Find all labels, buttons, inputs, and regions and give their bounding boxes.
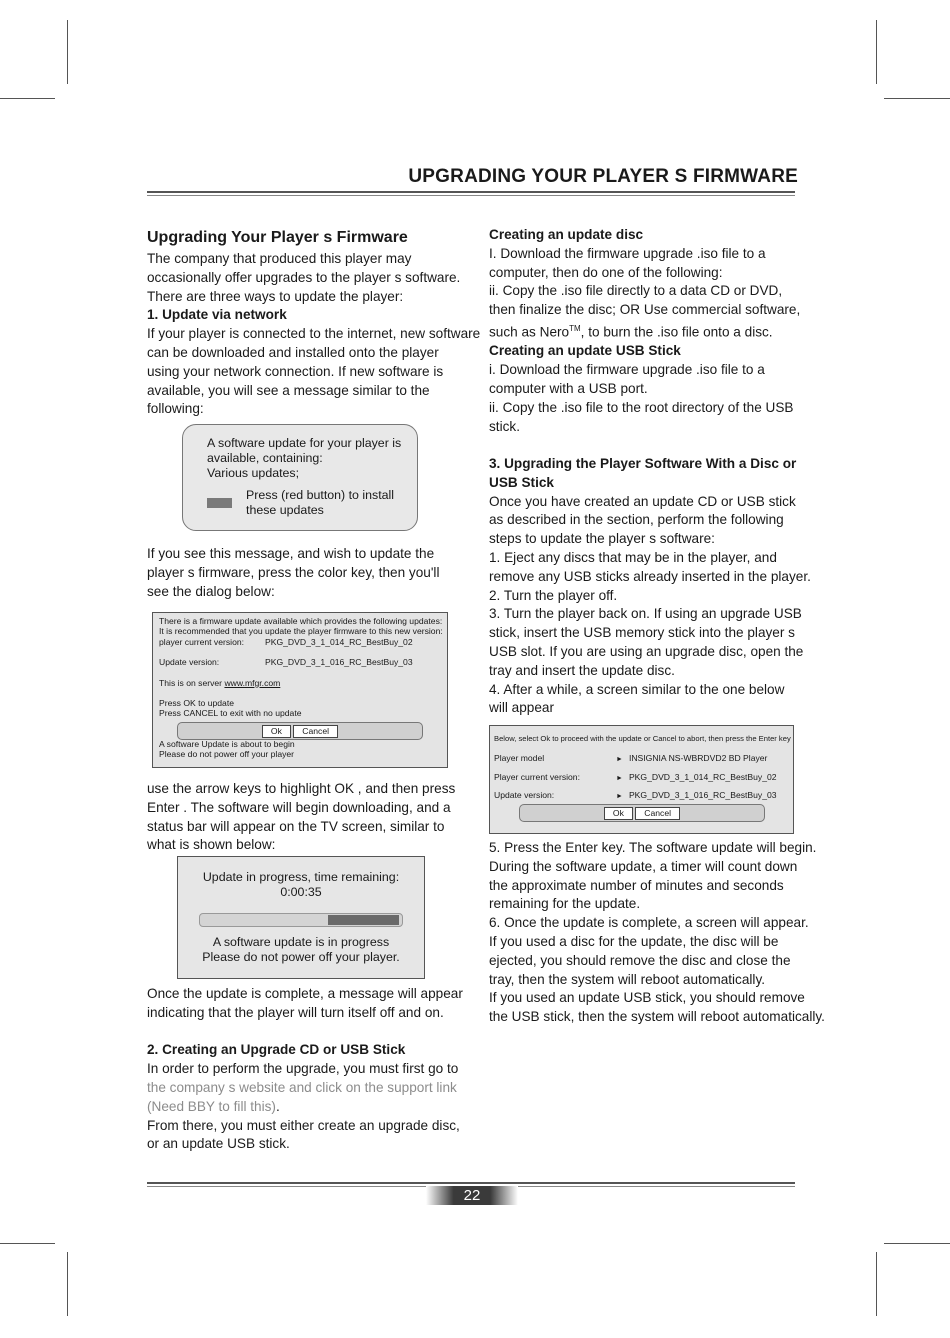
paragraph-line: USB slot. If you are using an upgrade disc, open the — [489, 644, 804, 660]
arrow-right-icon: ► — [616, 774, 623, 782]
paragraph-line: If your player is connected to the internet, new software — [147, 326, 481, 342]
paragraph-line: If you see this message, and wish to update the — [147, 546, 435, 561]
crop-mark — [884, 1243, 950, 1244]
right-column — [489, 839, 834, 1027]
dialog-text: Press OK to update — [159, 698, 234, 709]
dialog-text: There is a firmware update available which provides the following updates: — [159, 616, 443, 626]
popup-line: A software update for your player is — [207, 436, 402, 450]
dialog-label: Player current version: — [494, 771, 580, 782]
left-column — [147, 780, 487, 855]
dialog-label: Player model — [494, 753, 545, 763]
paragraph-line: indicating that the player will turn itself off and on. — [147, 1004, 444, 1020]
paragraph-line: tray and insert the update disc. — [489, 662, 675, 678]
subsection-title: Creating an update USB Stick — [489, 343, 681, 359]
paragraph-line: then finalize the disc; OR Use commercial software, — [489, 302, 801, 318]
section-heading: Upgrading Your Player s Firmware — [147, 229, 408, 246]
crop-mark — [876, 20, 877, 84]
paragraph-line: ejected, you should remove the disc and close the — [489, 952, 791, 968]
paragraph-line: remaining for the update. — [489, 896, 641, 912]
paragraph-line: will appear — [489, 700, 554, 716]
dialog-text: Below, select Ok to proceed with the update or Cancel to abort, then press the Enter key — [494, 734, 791, 743]
popup-line: available, containing: — [207, 451, 323, 465]
crop-mark — [67, 1252, 68, 1316]
cancel-button[interactable]: Cancel — [635, 807, 680, 820]
paragraph-line: From there, you must either create an upgrade disc, — [147, 1117, 460, 1133]
paragraph-line: stick. — [489, 418, 520, 434]
popup-line: Various updates; — [207, 466, 300, 480]
paragraph-line: Once the update is complete, a message will appear — [147, 986, 463, 1001]
paragraph-line: During the software update, a timer will count down — [489, 858, 798, 874]
update-popup — [182, 424, 418, 531]
crop-mark — [0, 98, 55, 99]
paragraph-line: or an update USB stick. — [147, 1136, 290, 1152]
paragraph-line: player s firmware, press the color key, then you'll — [147, 564, 440, 580]
button-bar — [519, 804, 765, 822]
dialog-value: PKG_DVD_3_1_014_RC_BestBuy_02 — [265, 636, 413, 647]
paragraph-line: I. Download the firmware upgrade .iso file to a — [489, 245, 766, 261]
paragraph-line: the approximate number of minutes and seconds — [489, 877, 784, 893]
button-bar — [177, 722, 423, 740]
confirm-update-dialog — [489, 725, 794, 834]
left-column — [147, 228, 487, 419]
paragraph-line: 4. After a while, a screen similar to the one below — [489, 681, 785, 697]
punctuation: . — [275, 1098, 280, 1114]
dialog-text: A software Update is about to begin — [159, 739, 295, 749]
paragraph-line: i. Download the firmware upgrade .iso file to a — [489, 362, 765, 378]
crop-mark — [884, 98, 950, 99]
header-rule — [147, 191, 795, 193]
crop-mark — [0, 1243, 55, 1244]
paragraph-line: 2. Turn the player off. — [489, 587, 618, 603]
progress-fill — [328, 915, 399, 925]
progress-bar — [199, 913, 403, 927]
paragraph-line: ii. Copy the .iso file to the root directory of the USB — [489, 399, 794, 415]
paragraph-line: 6. Once the update is complete, a screen will appear. — [489, 915, 809, 931]
paragraph-line: the company s website and click on the support link — [147, 1079, 457, 1095]
time-remaining: 0:00:35 — [280, 885, 322, 899]
dialog-value: PKG_DVD_3_1_014_RC_BestBuy_02 — [628, 771, 777, 782]
paragraph-line: If you used an update USB stick, you should remove — [489, 990, 805, 1006]
left-column — [147, 545, 487, 601]
popup-action: these updates — [246, 503, 324, 517]
paragraph-line: Enter . The software will begin downloading, and a — [147, 799, 451, 815]
subsection-title: 2. Creating an Upgrade CD or USB Stick — [147, 1042, 406, 1058]
crop-mark — [876, 1252, 877, 1316]
paragraph-line: In order to perform the upgrade, you must first go to — [147, 1061, 459, 1077]
dialog-text: It is recommended that you update the player firmware to this new version: — [159, 626, 443, 637]
paragraph-line: 3. Turn the player back on. If using an upgrade USB — [489, 606, 802, 622]
paragraph-line: using your network connection. If new software is — [147, 363, 444, 379]
dialog-text: This is on server — [159, 677, 225, 688]
subsection-title: Creating an update disc — [489, 227, 644, 242]
trademark-mark: TM — [569, 323, 581, 333]
paragraph-line: Once you have created an update CD or USB stick — [489, 493, 796, 509]
paragraph-line: what is shown below: — [147, 837, 276, 853]
dialog-text: Press CANCEL to exit with no update — [159, 708, 302, 719]
subsection-title: USB Stick — [489, 474, 554, 490]
dialog-text: Please do not power off your player — [159, 749, 295, 760]
dialog-label: Update version: — [494, 790, 555, 800]
paragraph-line: tray, then the system will reboot automatically. — [489, 971, 766, 987]
paragraph-line: computer with a USB port. — [489, 380, 648, 396]
progress-dialog — [177, 856, 425, 979]
subsection-title: 3. Upgrading the Player Software With a Disc or — [489, 456, 797, 472]
paragraph-line: occasionally offer upgrades to the player s software. — [147, 269, 461, 285]
progress-text: Update in progress, time remaining: — [202, 870, 400, 884]
left-column — [147, 985, 487, 1154]
dialog-value: INSIGNIA NS-WBRDVD2 BD Player — [628, 753, 768, 763]
paragraph-line: available, you will see a message similar to the — [147, 382, 430, 398]
paragraph-line: The company that produced this player may — [147, 251, 412, 266]
paragraph-text: , to burn the .iso file onto a disc. — [580, 324, 773, 340]
dialog-label: player current version: — [159, 636, 245, 647]
paragraph-line: status bar will appear on the TV screen, similar to — [147, 818, 445, 834]
paragraph-line: computer, then do one of the following: — [489, 264, 723, 280]
dialog-value: PKG_DVD_3_1_016_RC_BestBuy_03 — [628, 790, 777, 800]
right-column — [489, 226, 829, 718]
dialog-value: PKG_DVD_3_1_016_RC_BestBuy_03 — [265, 657, 413, 668]
server-link[interactable]: www.mfgr.com — [224, 677, 281, 688]
paragraph-line: ii. Copy the .iso file directly to a data CD or DVD, — [489, 283, 783, 299]
red-button-icon — [207, 498, 232, 508]
paragraph-line: 5. Press the Enter key. The software update will begin. — [489, 840, 817, 855]
header-rule — [147, 195, 795, 196]
subsection-title: 1. Update via network — [147, 307, 287, 323]
arrow-right-icon: ► — [616, 793, 623, 800]
paragraph-line: remove any USB sticks already inserted in the player. — [489, 568, 811, 584]
page-title: UPGRADING YOUR PLAYER S FIRMWARE — [408, 166, 798, 187]
paragraph-line: see the dialog below: — [147, 583, 275, 599]
dialog-label: Update version: — [159, 657, 220, 668]
paragraph-line: the USB stick, then the system will reboot automatically. — [489, 1009, 825, 1025]
progress-message: A software update is in progress — [212, 935, 390, 949]
paragraph-text: such as Nero — [489, 324, 570, 340]
crop-mark — [67, 20, 68, 84]
arrow-right-icon: ► — [616, 756, 623, 763]
paragraph-line: steps to update the player s software: — [489, 531, 715, 547]
paragraph-line: 1. Eject any discs that may be in the player, and — [489, 550, 777, 566]
paragraph-line: use the arrow keys to highlight OK , and then press — [147, 781, 456, 796]
paragraph-line: If you used a disc for the update, the disc will be — [489, 933, 779, 949]
paragraph-line: following: — [147, 401, 204, 417]
firmware-dialog — [152, 612, 448, 768]
placeholder-note: (Need BBY to fill this) — [147, 1098, 276, 1114]
ok-button[interactable]: Ok — [262, 725, 291, 738]
footer-rule — [147, 1182, 795, 1184]
cancel-button[interactable]: Cancel — [293, 725, 338, 738]
paragraph-line: can be downloaded and installed onto the player — [147, 344, 439, 360]
progress-message: Please do not power off your player. — [202, 950, 400, 964]
paragraph-line: There are three ways to update the player: — [147, 288, 404, 304]
page-number: 22 — [426, 1186, 518, 1205]
ok-button[interactable]: Ok — [604, 807, 633, 820]
paragraph-line: as described in the section, perform the following — [489, 512, 784, 528]
paragraph-line: stick, insert the USB memory stick into the player s — [489, 625, 795, 641]
popup-action: Press (red button) to install — [246, 488, 395, 502]
